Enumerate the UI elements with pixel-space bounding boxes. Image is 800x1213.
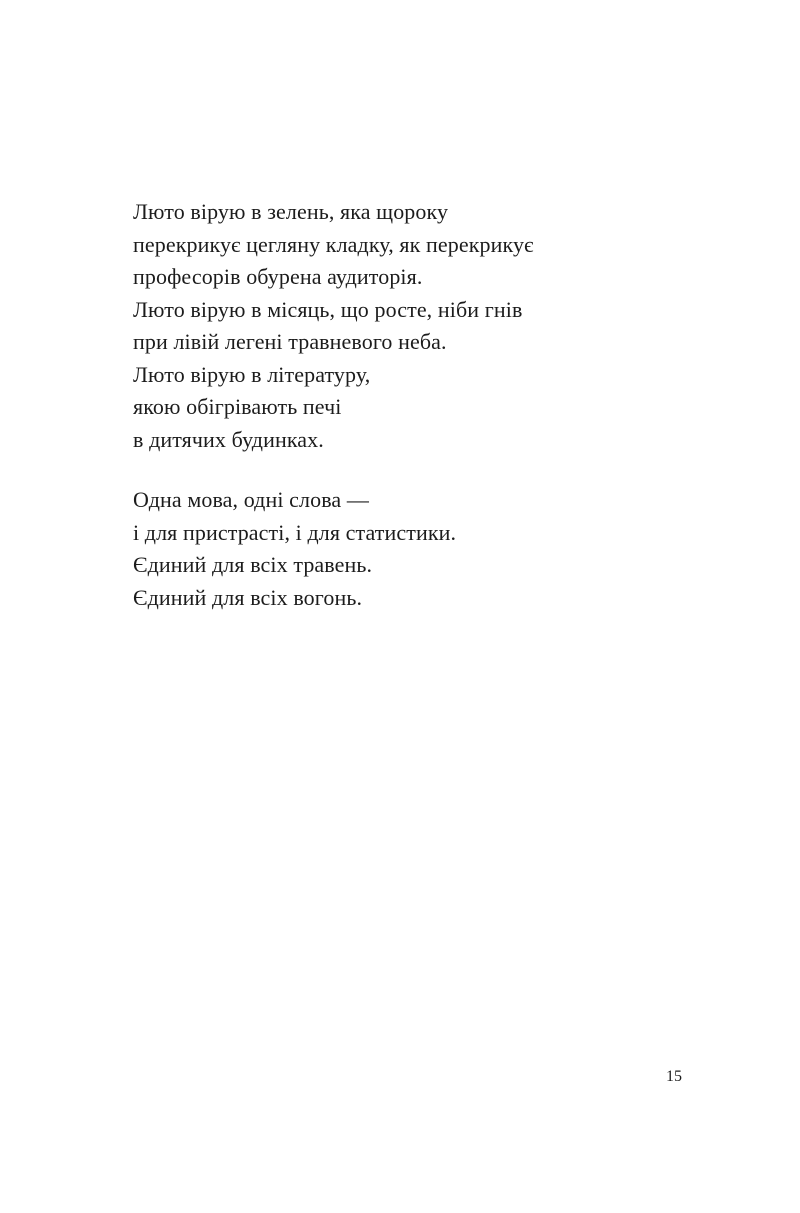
poem-line: перекрикує цеглянy кладку, як перекрикує (133, 231, 534, 257)
poem-line: при лівій легені травневого неба. (133, 329, 447, 354)
poem-line: Люто вірую в літературу, (133, 361, 371, 387)
poem-line: Одна мова, одні слова — (133, 487, 369, 512)
poem-line: Люто вірую в місяць, що росте, ніби гнів (133, 296, 523, 322)
poem-stanza-2 (133, 484, 456, 614)
poem-line: і для пристрасті, і для статистики. (133, 519, 457, 545)
poem-line: якою обігрівають печі (133, 394, 342, 419)
poem-line: Єдиний для всіх травень. (133, 552, 373, 577)
poem-line: Люто вірую в зелень, яка щороку (133, 199, 449, 224)
poem-line: Єдиний для всіх вогонь. (133, 584, 363, 610)
poem-stanza-1 (133, 196, 534, 456)
page-number: 15 (666, 1068, 682, 1085)
poem-line: професорів обурена аудиторія. (133, 264, 423, 289)
poem-line: в дитячих будинках. (133, 426, 324, 452)
